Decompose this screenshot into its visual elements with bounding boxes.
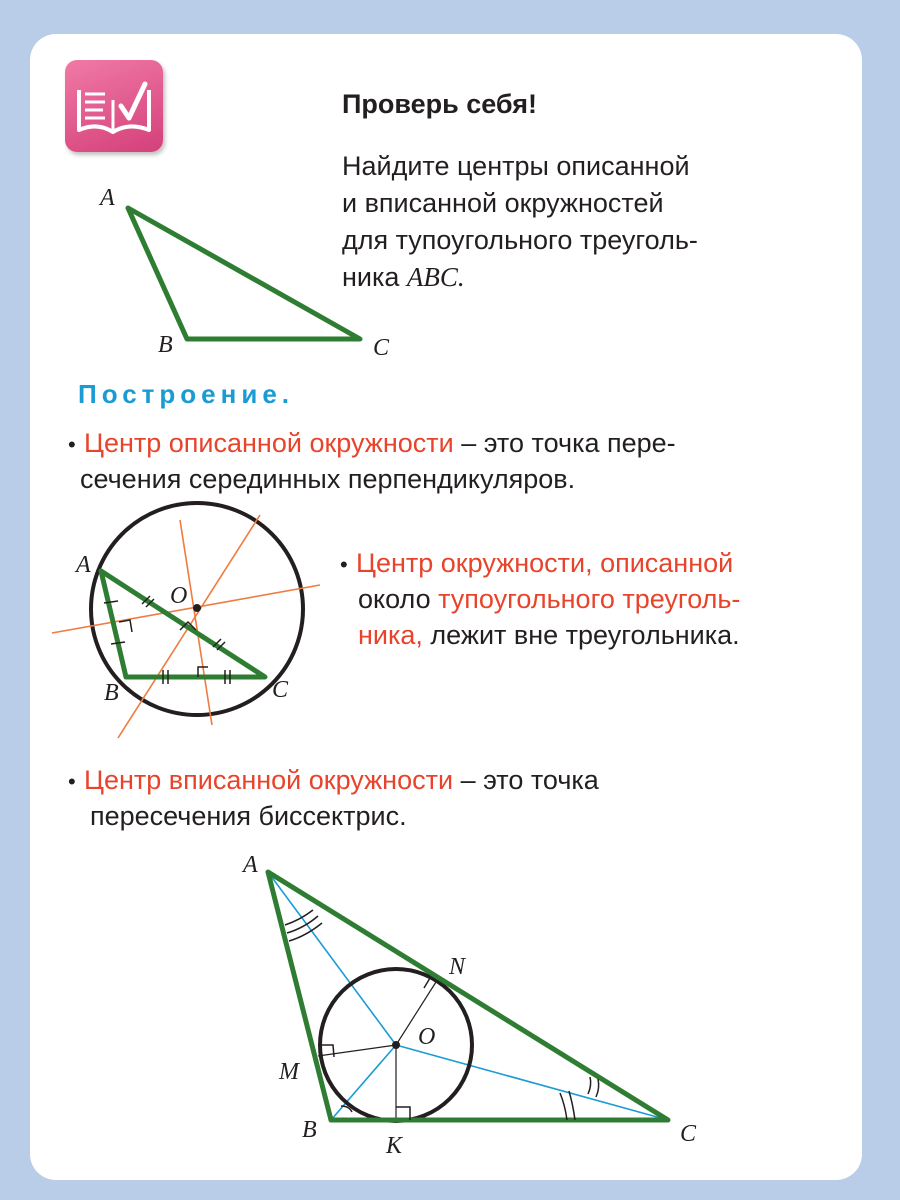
- fig2-label-o: O: [170, 583, 188, 609]
- fig3-label-k: K: [386, 1133, 403, 1159]
- fig3-label-c: C: [680, 1121, 697, 1147]
- obtuse-line-2-prefix: около: [358, 584, 439, 614]
- task-line-3: для тупоугольного треуголь-: [342, 225, 698, 255]
- figure-2-circumcircle: [52, 503, 320, 738]
- obtuse-line-1: Центр окружности, описанной: [356, 548, 734, 578]
- fig2-label-a: A: [76, 552, 91, 578]
- incenter-definition: – это точка: [453, 765, 599, 795]
- construction-heading: Построение.: [78, 379, 295, 409]
- obtuse-line-3-rest: лежит вне треугольника.: [422, 620, 740, 650]
- obtuse-line-2-term: тупоугольного треуголь-: [438, 584, 741, 614]
- incenter-term: Центр вписанной окружности: [84, 765, 454, 795]
- fig3-label-a: A: [243, 852, 258, 878]
- circumcenter-term: Центр описанной окружности: [84, 428, 454, 458]
- task-line-4-text: ника: [342, 262, 407, 292]
- bullet-dot: •: [68, 432, 76, 457]
- figure-1-triangle: [98, 185, 390, 361]
- page-title: Проверь себя!: [342, 89, 537, 119]
- bisector-a: [268, 872, 396, 1045]
- triangle-name: ABC.: [406, 262, 465, 292]
- fig3-label-n: N: [449, 954, 466, 980]
- fig1-label-a: A: [100, 185, 115, 211]
- task-line-2: и вписанной окружностей: [342, 188, 664, 218]
- fig3-label-m: M: [279, 1059, 299, 1085]
- bullet-circumcenter-line-2: сечения серединных перпендикуляров.: [80, 464, 576, 494]
- fig3-label-o: O: [418, 1024, 436, 1050]
- circumcenter-definition: – это точка пере-: [453, 428, 676, 458]
- fig2-label-c: C: [272, 677, 289, 703]
- circumcenter-point: [193, 604, 201, 612]
- obtuse-line-3-term: ника,: [358, 620, 423, 650]
- bisector-b: [331, 1045, 396, 1120]
- fig2-label-b: B: [104, 680, 119, 706]
- fig1-label-b: B: [158, 332, 173, 358]
- bullet-incenter-line-2: пересечения биссектрис.: [90, 801, 407, 831]
- fig1-label-c: C: [373, 335, 390, 361]
- fig3-label-b: B: [302, 1117, 317, 1143]
- figure-3-incircle: [241, 852, 697, 1159]
- bullet-dot: •: [68, 769, 76, 794]
- bullet-dot: •: [340, 552, 348, 577]
- radius-om: [318, 1045, 396, 1056]
- triangle-abc: [128, 208, 360, 339]
- task-line-1: Найдите центры описанной: [342, 151, 690, 181]
- incenter-point: [392, 1041, 400, 1049]
